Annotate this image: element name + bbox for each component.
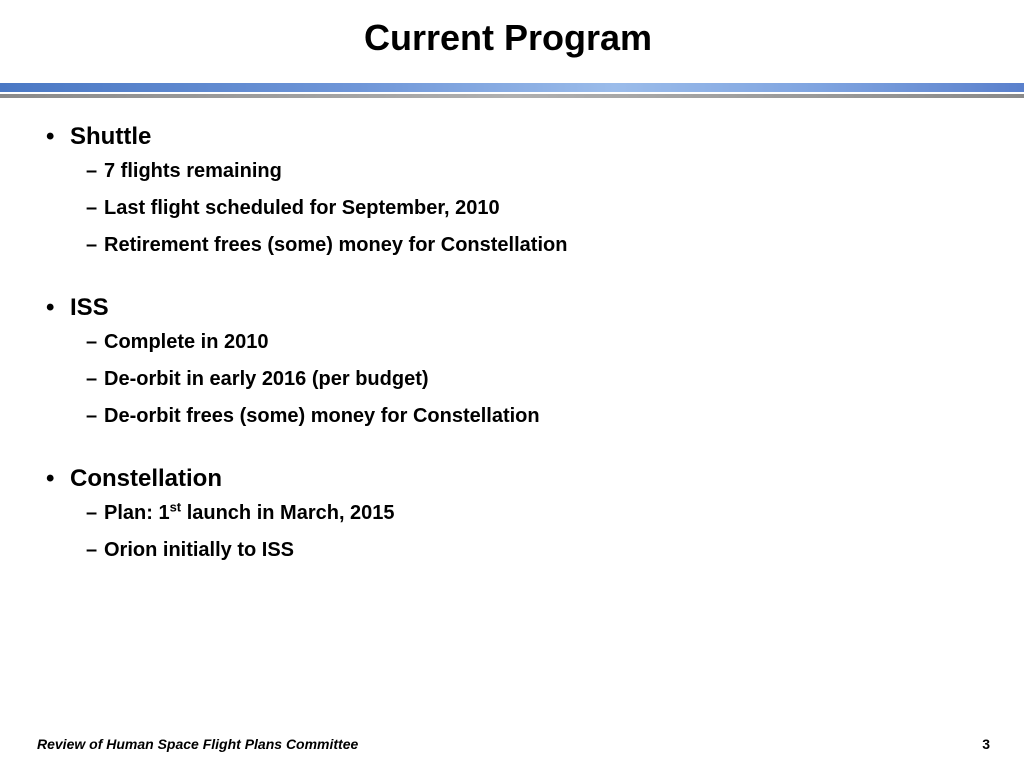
bullet-item [46,120,986,157]
sub-bullet-text [104,499,395,527]
dash-marker: – [86,160,98,182]
dash-marker: – [86,539,98,561]
title-divider-gray-bar [0,94,1024,98]
bullet-heading: ISS [70,294,109,321]
sub-bullet-text: Retirement frees (some) money for Constellation [104,234,568,256]
sub-bullet-item [46,231,986,268]
sub-bullet-text: De-orbit frees (some) money for Constellation [104,405,540,427]
sub-bullet-text: Orion initially to ISS [104,539,295,561]
bullet-marker: • [46,294,55,321]
dash-marker: – [86,197,98,219]
page-number: 3 [982,736,990,752]
dash-marker: – [86,368,98,390]
section-shuttle [46,120,986,268]
dash-marker: – [86,234,98,256]
bullet-marker: • [46,465,55,492]
title-divider-blue-bar [0,83,1024,92]
sub-bullet-item [46,536,986,573]
bullet-marker: • [46,123,55,150]
footer-committee-name: Review of Human Space Flight Plans Committee [37,736,359,752]
bullet-heading: Shuttle [70,123,152,150]
sub-bullet-text: Complete in 2010 [104,331,269,353]
sub-bullet-item [46,402,986,439]
dash-marker: – [86,331,98,353]
bullet-heading: Constellation [70,465,223,492]
slide-title: Current Program [363,17,653,58]
dash-marker: – [86,502,98,524]
section-iss [46,291,986,439]
sub-bullet-item [46,157,986,194]
sub-bullet-text: 7 flights remaining [104,160,282,182]
sub-bullet-item [46,194,986,231]
dash-marker: – [86,405,98,427]
bullet-item [46,462,986,499]
section-constellation [46,462,986,573]
sub-bullet-text-start: Plan: 1 [104,502,170,524]
sub-bullet-text-end: launch in March, 2015 [181,502,395,524]
sub-bullet-text: Last flight scheduled for September, 2010 [104,197,500,219]
sub-bullet-text: De-orbit in early 2016 (per budget) [104,368,429,390]
slide-body [46,120,986,596]
title-divider [0,83,1024,99]
ordinal-superscript: st [169,499,182,515]
sub-bullet-item [46,328,986,365]
bullet-item [46,291,986,328]
sub-bullet-item [46,365,986,402]
sub-bullet-item [46,499,986,536]
